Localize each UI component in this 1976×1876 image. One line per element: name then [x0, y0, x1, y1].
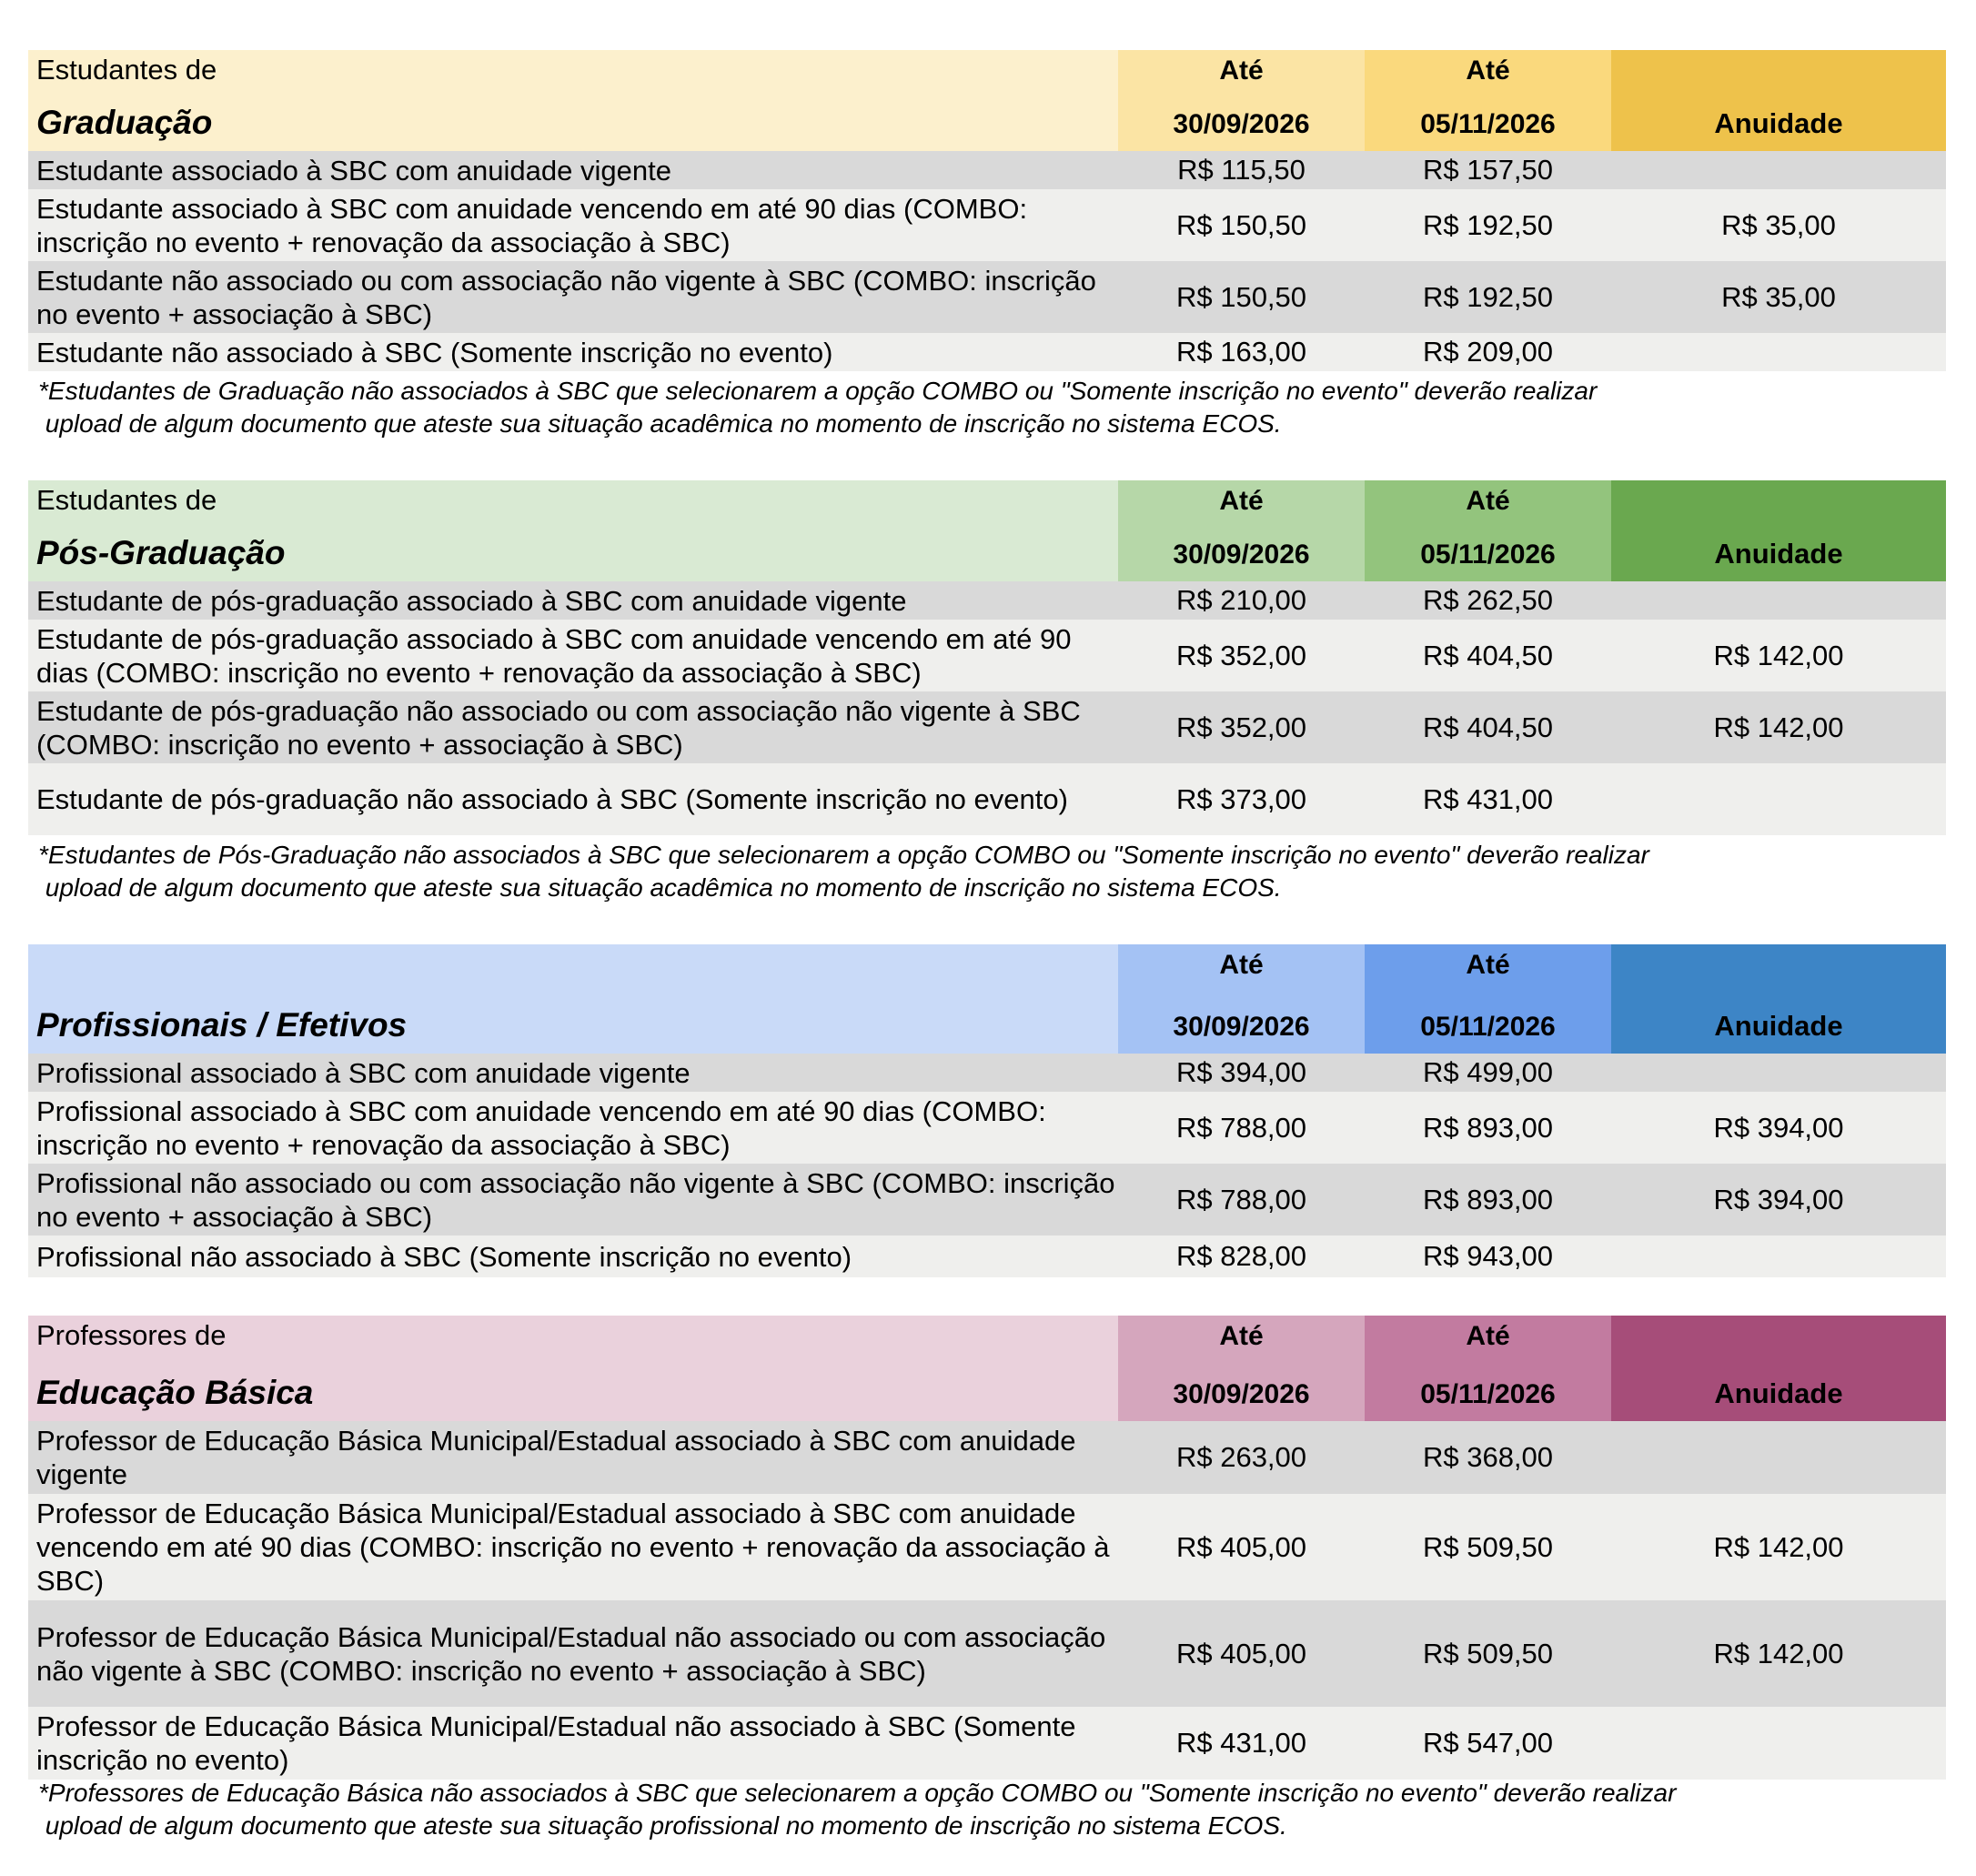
price-date2: R$ 262,50 [1422, 584, 1554, 616]
price-date1: R$ 352,00 [1175, 711, 1307, 743]
price-date2: R$ 509,50 [1422, 1530, 1554, 1563]
section-header [28, 50, 1946, 151]
date2-value: 05/11/2026 [1420, 109, 1556, 139]
header-pretitle: Estudantes de [36, 484, 217, 516]
date1-top: Até [1219, 486, 1264, 516]
date1-value: 30/09/2026 [1173, 540, 1310, 570]
price-date2: R$ 404,50 [1422, 639, 1554, 671]
row-description: Estudante de pós-graduação não associado à SBC (Somente inscrição no evento) [36, 783, 1068, 815]
header-title: Pós-Graduação [36, 534, 286, 571]
price-anuidade: R$ 394,00 [1713, 1111, 1844, 1144]
date2-top: Até [1466, 55, 1510, 86]
table-row [28, 620, 1946, 691]
table-row [28, 1421, 1946, 1494]
section-profissionais [28, 944, 1946, 1277]
price-date1: R$ 115,50 [1177, 154, 1306, 186]
header-anuidade [1611, 944, 1946, 1054]
price-date2: R$ 547,00 [1422, 1727, 1554, 1759]
price-date2: R$ 943,00 [1422, 1240, 1554, 1272]
table-row [28, 581, 1946, 620]
price-date2: R$ 192,50 [1422, 280, 1554, 313]
header-pretitle: Professores de [36, 1319, 227, 1351]
row-description: Profissional não associado à SBC (Somente inscrição no evento) [36, 1240, 852, 1273]
header-title: Educação Básica [36, 1374, 314, 1411]
section-header [28, 1316, 1946, 1421]
footnote-line2: upload de algum documento que ateste sua situação acadêmica no momento de inscrição no sistema ECOS. [38, 873, 1282, 902]
price-date1: R$ 405,00 [1175, 1530, 1307, 1563]
row-description: Estudante de pós-graduação associado à SBC com anuidade vigente [36, 584, 907, 617]
price-date2: R$ 509,50 [1422, 1637, 1554, 1669]
row-description: Profissional não associado ou com associação não vigente à SBC (COMBO: inscrição no evento + associação à SBC) [36, 1166, 1115, 1233]
footnote [38, 1777, 1676, 1842]
date2-top: Até [1466, 486, 1510, 516]
date2-value: 05/11/2026 [1420, 1379, 1556, 1409]
row-description: Professor de Educação Básica Municipal/Estadual não associado ou com associação não vigente à SBC (COMBO: inscrição no evento + associação à SBC) [36, 1620, 1106, 1687]
table-row [28, 151, 1946, 189]
section-graduacao [28, 50, 1946, 371]
table-row [28, 261, 1946, 333]
header-date1 [1118, 944, 1365, 1054]
price-date1: R$ 828,00 [1175, 1240, 1307, 1272]
date1-top: Até [1219, 1321, 1264, 1351]
date1-value: 30/09/2026 [1173, 1379, 1310, 1409]
row-description: Estudante não associado ou com associação não vigente à SBC (COMBO: inscrição no evento + associação à SBC) [36, 264, 1096, 330]
price-date1: R$ 394,00 [1175, 1056, 1307, 1088]
table-row [28, 1054, 1946, 1092]
price-date1: R$ 150,50 [1175, 208, 1307, 241]
row-description: Estudante associado à SBC com anuidade vigente [36, 154, 671, 187]
price-date1: R$ 352,00 [1175, 639, 1307, 671]
row-description: Estudante associado à SBC com anuidade vencendo em até 90 dias (COMBO: inscrição no evento + renovação da associação à SBC) [36, 192, 1028, 258]
price-date2: R$ 157,50 [1422, 154, 1554, 186]
table-row [28, 1092, 1946, 1164]
price-date2: R$ 192,50 [1422, 208, 1554, 241]
row-description: Profissional associado à SBC com anuidade vigente [36, 1056, 691, 1089]
header-anuidade [1611, 50, 1946, 151]
date2-value: 05/11/2026 [1420, 1012, 1556, 1042]
price-date2: R$ 499,00 [1422, 1056, 1554, 1088]
price-date1: R$ 210,00 [1175, 584, 1307, 616]
header-pretitle: Estudantes de [36, 54, 217, 86]
price-date2: R$ 368,00 [1422, 1441, 1554, 1473]
anuidade-label: Anuidade [1714, 1377, 1843, 1409]
price-date1: R$ 788,00 [1175, 1183, 1307, 1215]
anuidade-label: Anuidade [1714, 538, 1843, 570]
price-date1: R$ 163,00 [1175, 336, 1307, 368]
header-date1 [1118, 1316, 1365, 1421]
price-date2: R$ 404,50 [1422, 711, 1554, 743]
header-title-cell [28, 50, 1118, 151]
anuidade-label: Anuidade [1714, 107, 1843, 139]
header-anuidade [1611, 480, 1946, 581]
price-date2: R$ 431,00 [1422, 782, 1554, 815]
price-anuidade: R$ 142,00 [1713, 1530, 1844, 1563]
footnote [38, 375, 1597, 440]
row-description: Estudante de pós-graduação associado à SBC com anuidade vencendo em até 90 dias (COMBO: inscrição no evento + renovação da associação à SBC) [36, 622, 1072, 689]
price-anuidade: R$ 394,00 [1713, 1183, 1844, 1215]
footnote-line1: *Estudantes de Pós-Graduação não associados à SBC que selecionarem a opção COMBO ou "Somente inscrição no evento" deverão realizar [38, 841, 1649, 869]
row-description: Profissional associado à SBC com anuidade vencendo em até 90 dias (COMBO: inscrição no evento + renovação da associação à SBC) [36, 1094, 1046, 1161]
section-header [28, 944, 1946, 1054]
footnote-line2: upload de algum documento que ateste sua situação profissional no momento de inscrição no sistema ECOS. [38, 1811, 1287, 1840]
price-date1: R$ 263,00 [1175, 1441, 1307, 1473]
date1-value: 30/09/2026 [1173, 1012, 1310, 1042]
header-title: Profissionais / Efetivos [36, 1006, 408, 1044]
header-title-cell [28, 480, 1118, 581]
date2-value: 05/11/2026 [1420, 540, 1556, 570]
row-description: Estudante não associado à SBC (Somente inscrição no evento) [36, 336, 833, 368]
row-description: Professor de Educação Básica Municipal/Estadual associado à SBC com anuidade vigente [36, 1425, 1076, 1490]
price-date1: R$ 150,50 [1175, 280, 1307, 313]
price-date2: R$ 209,00 [1422, 336, 1554, 368]
table-row [28, 189, 1946, 261]
table-row [28, 691, 1946, 763]
table-row [28, 1600, 1946, 1707]
table-row [28, 333, 1946, 371]
anuidade-label: Anuidade [1714, 1010, 1843, 1042]
row-description: Estudante de pós-graduação não associado ou com associação não vigente à SBC (COMBO: inscrição no evento + associação à SBC) [36, 694, 1081, 761]
section-header [28, 480, 1946, 581]
row-description: Professor de Educação Básica Municipal/Estadual associado à SBC com anuidade vencendo em até 90 dias (COMBO: inscrição no evento + renovação da associação à SBC) [36, 1498, 1110, 1597]
header-date2 [1365, 944, 1611, 1054]
table-row [28, 1236, 1946, 1277]
header-date1 [1118, 480, 1365, 581]
date1-top: Até [1219, 950, 1264, 980]
price-date1: R$ 373,00 [1175, 782, 1307, 815]
table-row [28, 1494, 1946, 1600]
footnote-line2: upload de algum documento que ateste sua situação acadêmica no momento de inscrição no sistema ECOS. [38, 409, 1282, 438]
table-row [28, 763, 1946, 835]
price-date2: R$ 893,00 [1422, 1111, 1554, 1144]
row-description: Professor de Educação Básica Municipal/Estadual não associado à SBC (Somente inscrição no evento) [36, 1710, 1076, 1776]
header-date2 [1365, 1316, 1611, 1421]
date1-value: 30/09/2026 [1173, 109, 1310, 139]
price-date1: R$ 405,00 [1175, 1637, 1307, 1669]
price-date1: R$ 788,00 [1175, 1111, 1307, 1144]
header-title-cell [28, 1316, 1118, 1421]
header-anuidade [1611, 1316, 1946, 1421]
footnote [38, 839, 1649, 904]
footnote-line1: *Professores de Educação Básica não associados à SBC que selecionarem a opção COMBO ou "Somente inscrição no evento" deverão realizar [38, 1779, 1677, 1807]
price-date2: R$ 893,00 [1422, 1183, 1554, 1215]
price-anuidade: R$ 142,00 [1713, 1637, 1844, 1669]
footnote-line1: *Estudantes de Graduação não associados à SBC que selecionarem a opção COMBO ou "Somente inscrição no evento" deverão realizar [38, 377, 1598, 405]
header-date2 [1365, 50, 1611, 151]
table-row [28, 1707, 1946, 1780]
date2-top: Até [1466, 950, 1510, 980]
date1-top: Até [1219, 55, 1264, 86]
price-anuidade: R$ 142,00 [1713, 639, 1844, 671]
price-anuidade: R$ 35,00 [1721, 208, 1836, 241]
header-title: Graduação [36, 104, 213, 141]
section-educacao-basica [28, 1316, 1946, 1780]
price-date1: R$ 431,00 [1175, 1727, 1307, 1759]
table-row [28, 1164, 1946, 1236]
header-date1 [1118, 50, 1365, 151]
date2-top: Até [1466, 1321, 1510, 1351]
price-anuidade: R$ 35,00 [1721, 280, 1836, 313]
section-pos-graduacao [28, 480, 1946, 835]
price-anuidade: R$ 142,00 [1713, 711, 1844, 743]
header-title-cell [28, 944, 1118, 1054]
header-date2 [1365, 480, 1611, 581]
